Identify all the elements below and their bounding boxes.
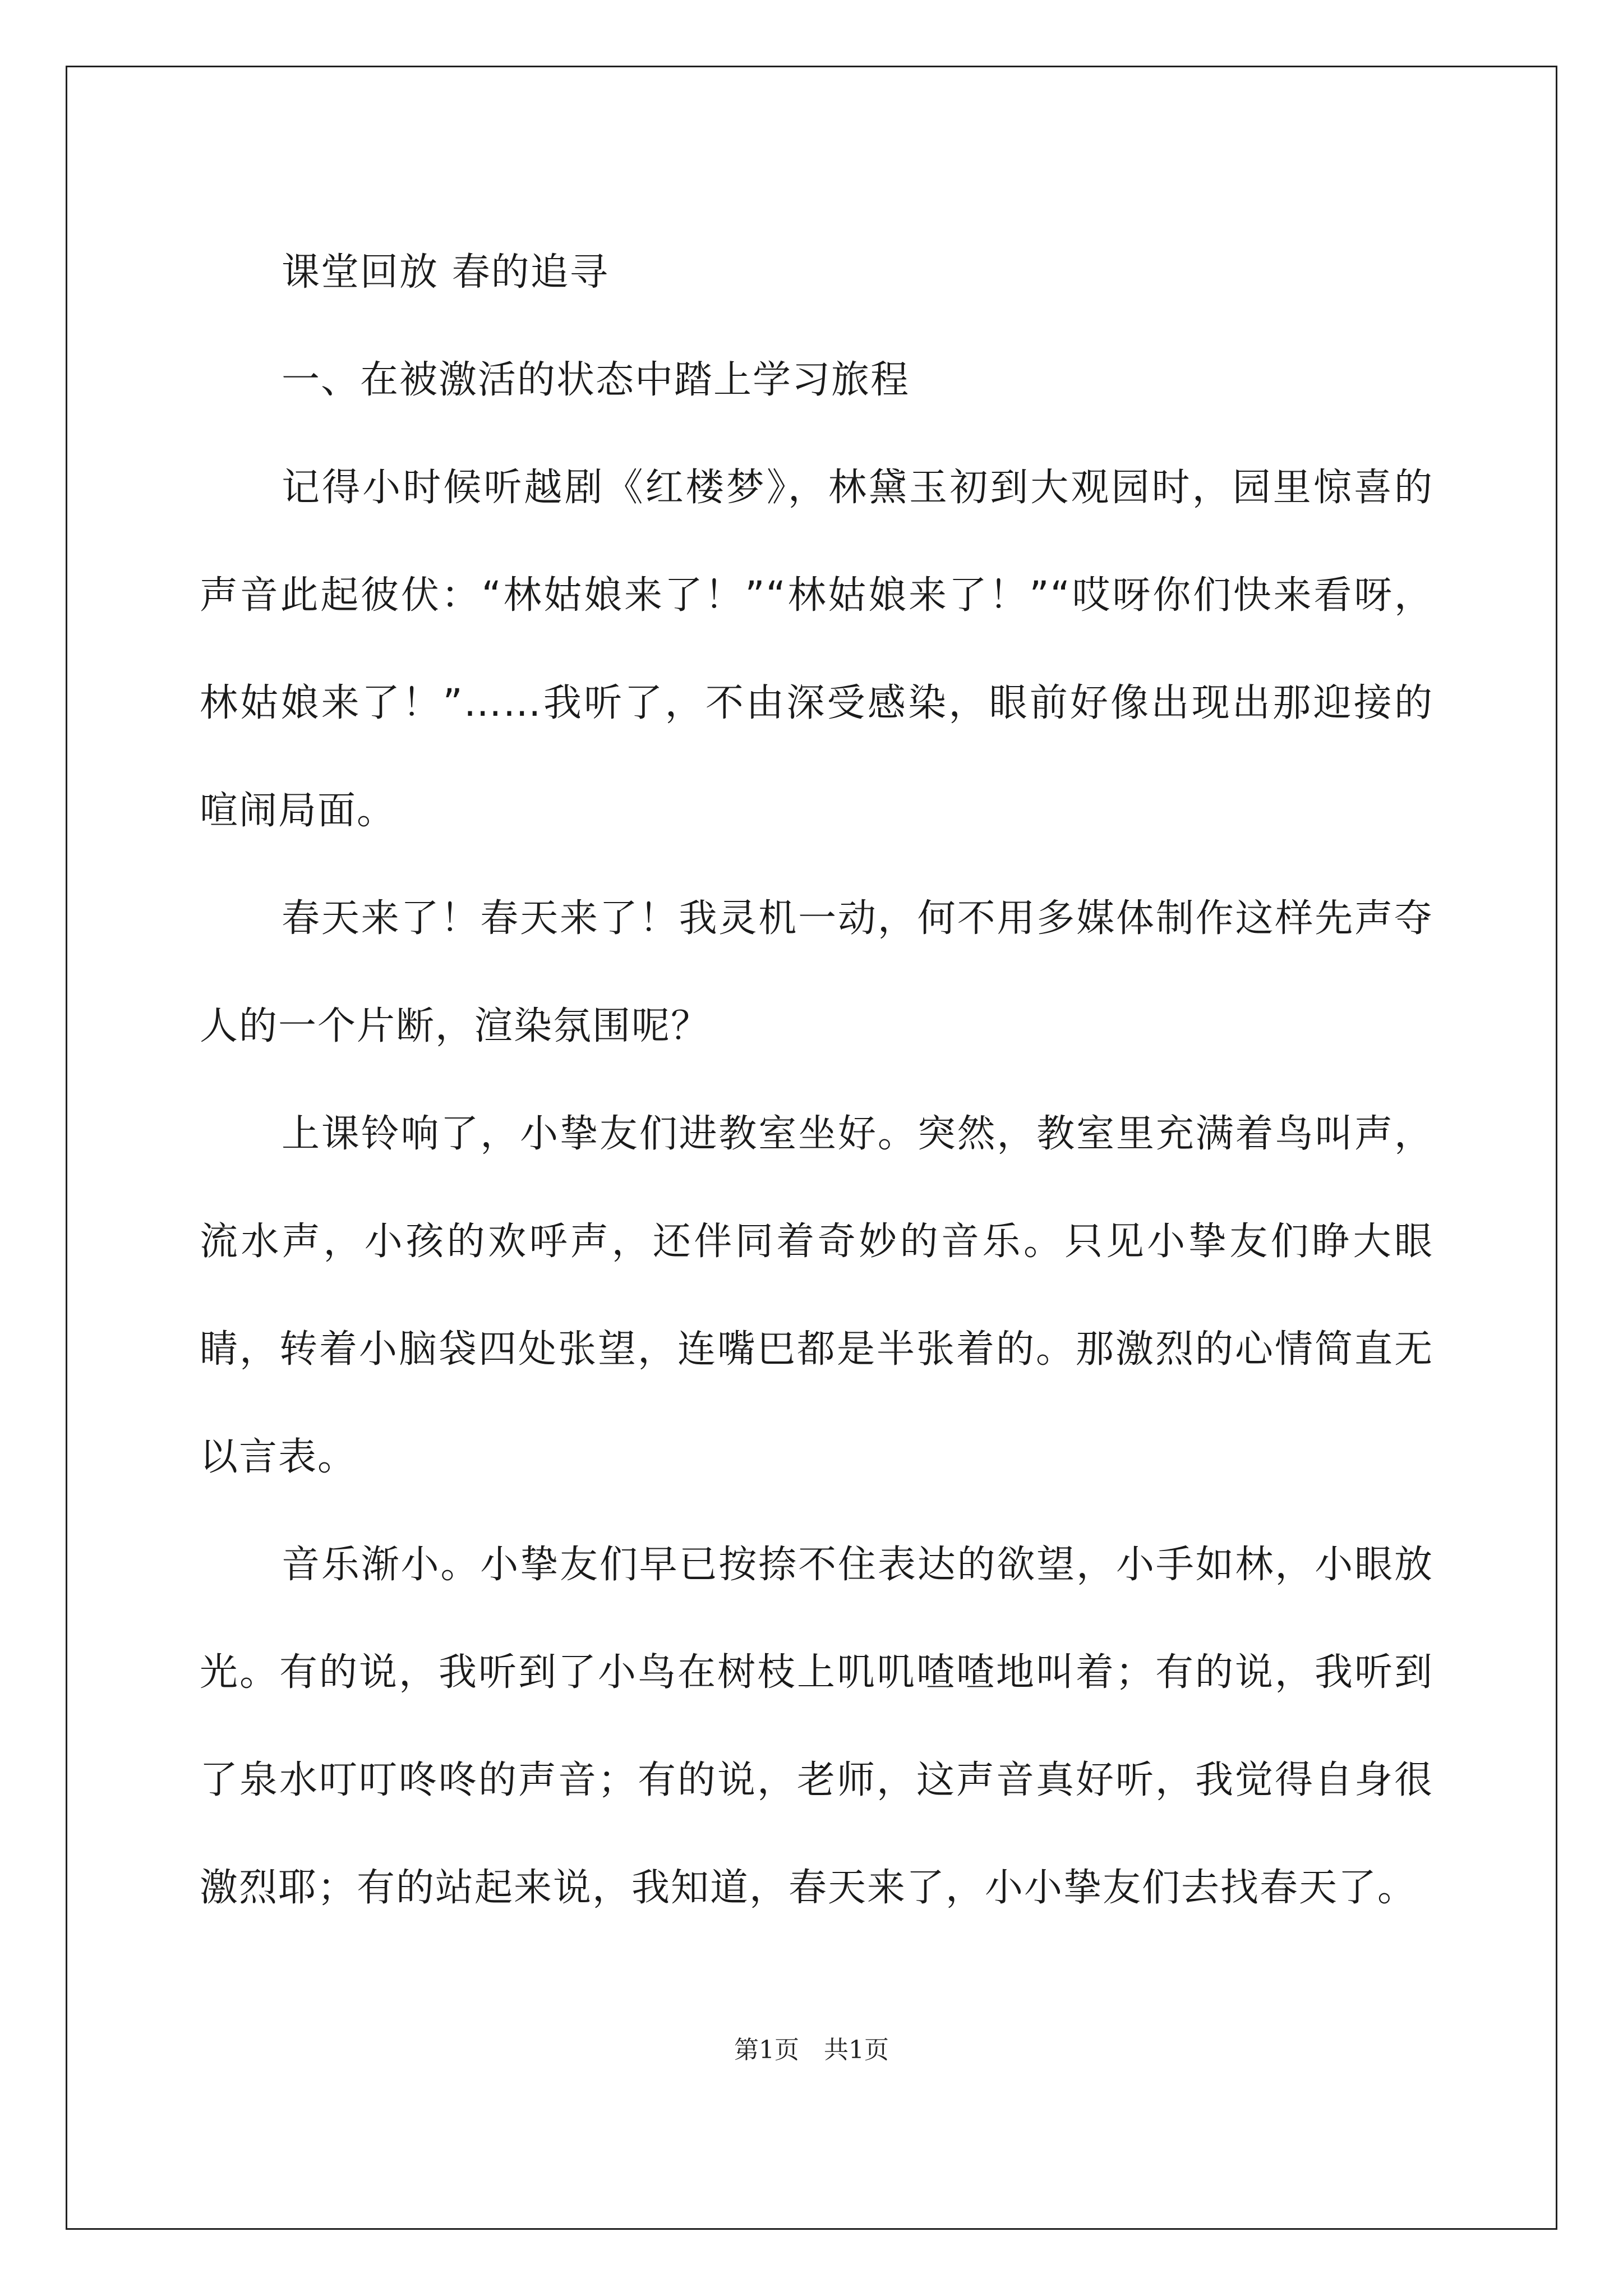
body-paragraph: 春天来了！春天来了！我灵机一动，何不用多媒体制作这样先声夺人的一个片断，渲染氛围呢？: [200, 896, 1433, 1048]
page-number-footer: 第1页 共1页: [734, 2036, 889, 2064]
document-title: 课堂回放 春的追寻: [282, 250, 609, 295]
document-body: [200, 219, 1433, 1942]
body-paragraph: 记得小时候听越剧《红楼梦》，林黛玉初到大观园时，园里惊喜的声音此起彼伏：“林姑娘来了！”“林姑娘来了！”“哎呀你们快来看呀，林姑娘来了！”……我听了，不由深受感染，眼前好像出现出那迎接的喧闹局面。: [200, 466, 1433, 833]
body-paragraph: 音乐渐小。小挚友们早已按捺不住表达的欲望，小手如林，小眼放光。有的说，我听到了小鸟在树枝上叽叽喳喳地叫着；有的说，我听到了泉水叮叮咚咚的声音；有的说，老师，这声音真好听，我觉得自身很激烈耶；有的站起来说，我知道，春天来了，小小挚友们去找春天了。: [200, 1543, 1433, 1910]
body-paragraph: 上课铃响了，小挚友们进教室坐好。突然，教室里充满着鸟叫声，流水声，小孩的欢呼声，还伴同着奇妙的音乐。只见小挚友们睁大眼睛，转着小脑袋四处张望，连嘴巴都是半张着的。那激烈的心情简直无以言表。: [200, 1112, 1433, 1479]
section-heading: 一、在被激活的状态中踏上学习旅程: [282, 358, 910, 402]
